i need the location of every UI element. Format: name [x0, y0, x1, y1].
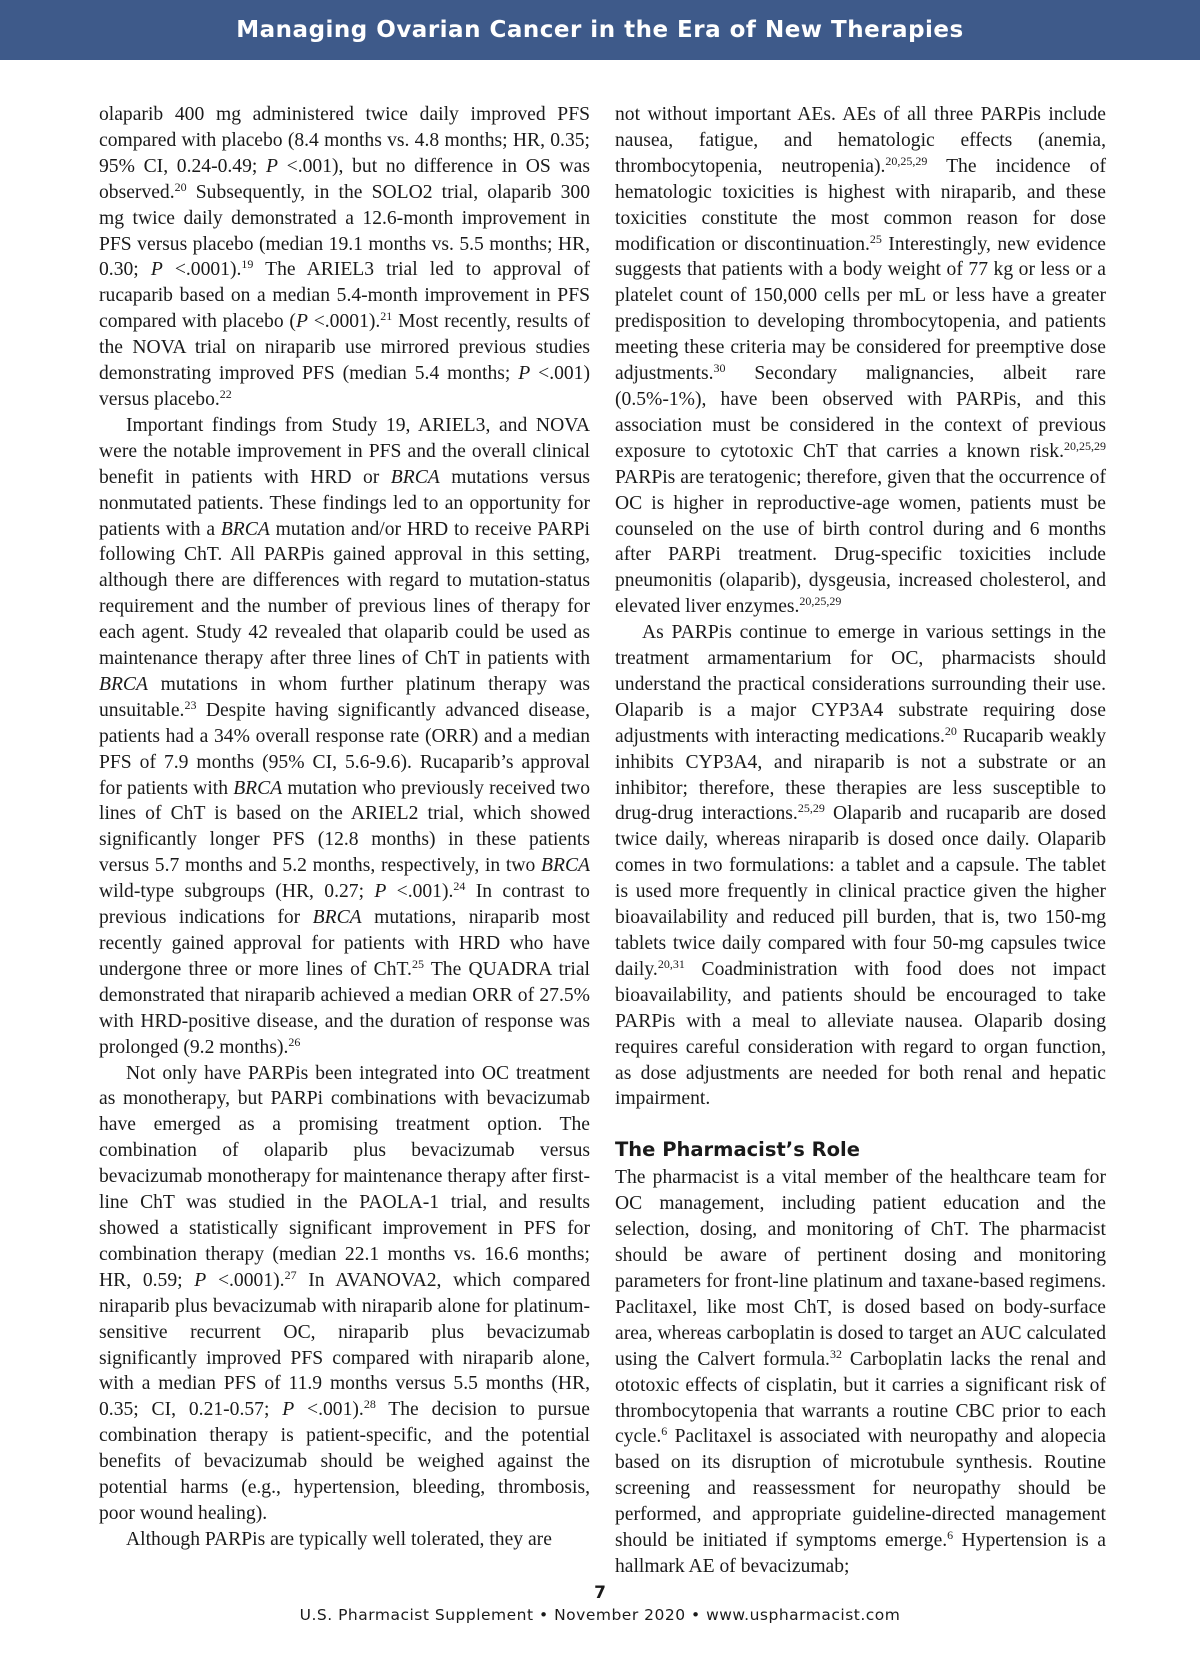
citation-reference: 25: [411, 956, 424, 971]
paragraph: Not only have PARPis been integrated into OC treatment as monotherapy, but PARPi combinations with bevacizumab have emerged as a promising treatment option. The combination of olaparib plus bevacizumab versus bevacizumab monotherapy for maintenance therapy after first-line ChT was studied in the PAOLA-1 trial, and results showed a statistically significant improvement in PFS for combination therapy (median 22.1 months vs. 16.6 months; HR, 0.59; P <.0001).$^{27}$ In AVANOVA2, which compared niraparib plus bevacizumab with niraparib alone for platinum-sensitive recurrent OC, niraparib plus bevacizumab significantly improved PFS compared with niraparib alone, with a median PFS of 11.9 months versus 5.5 months (HR, 0.35; CI, 0.21-0.57; P <.001).$^{28}$ The decision to pursue combination therapy is patient-specific, and the potential benefits of bevacizumab should be weighed against the potential harms (e.g., hypertension, bleeding, thrombosis, poor wound healing).: [99, 1062, 590, 1524]
italic-term: BRCA: [541, 855, 590, 877]
italic-term: BRCA: [233, 777, 283, 799]
page-title: Managing Ovarian Cancer in the Era of New Therapies: [236, 17, 964, 43]
citation-reference: 28: [363, 1397, 376, 1412]
paragraph: olaparib 400 mg administered twice daily improved PFS compared with placebo (8.4 months vs. 4.8 months; HR, 0.35; 95% CI, 0.24-0.49; P <.001), but no difference in OS was observed.$^{20}$ Subsequently, in the SOLO2 trial, olaparib 300 mg twice daily demonstrated a 12.6-month improvement in PFS versus placebo (median 19.1 months vs. 5.5 months; HR, 0.30; P <.0001).$^{19}$ The ARIEL3 trial led to approval of rucaparib based on a median 5.4-month improvement in PFS compared with placebo (P <.0001).$^{21}$ Most recently, results of the NOVA trial on niraparib use mirrored previous studies demonstrating improved PFS (median 5.4 months; P <.001) versus placebo.$^{22}$: [99, 104, 591, 410]
citation-reference: 22: [219, 386, 232, 401]
footer-publication: U.S. Pharmacist Supplement • November 2020 • www.uspharmacist.com: [299, 1606, 901, 1624]
left-column: [99, 102, 590, 1553]
page-number: 7: [594, 1583, 606, 1603]
citation-reference: 20: [944, 723, 957, 738]
citation-reference: 32: [829, 1346, 842, 1361]
citation-reference: 24: [453, 879, 466, 894]
citation-reference: 20,25,29: [799, 594, 842, 609]
italic-term: P: [295, 311, 308, 333]
italic-term: P: [194, 1269, 207, 1291]
right-column: [615, 102, 1106, 1580]
italic-term: P: [150, 259, 163, 281]
citation-reference: 20: [174, 179, 187, 194]
section-heading: The Pharmacist’s Role: [615, 1138, 860, 1162]
citation-reference: 30: [713, 361, 726, 376]
citation-reference: 25: [869, 231, 882, 246]
paragraph: Although PARPis are typically well tolerated, they are: [126, 1528, 552, 1550]
citation-reference: 19: [241, 257, 254, 272]
citation-reference: 20,31: [657, 956, 685, 971]
citation-reference: 25,29: [797, 801, 825, 816]
italic-term: BRCA: [220, 518, 270, 540]
paragraph: The pharmacist is a vital member of the healthcare team for OC management, including patient education and the selection, dosing, and monitoring of ChT. The pharmacist should be aware of pertinent dosing and monitoring parameters for front-line platinum and taxane-based regimens. Paclitaxel, like most ChT, is dosed based on body-surface area, whereas carboplatin is dosed to target an AUC calculated using the Calvert formula.$^{32}$ Carboplatin lacks the renal and ototoxic effects of cisplatin, but it carries a significant risk of thrombocytopenia that warrants a routine CBC prior to each cycle.$^6$ Paclitaxel is associated with neuropathy and alopecia based on its disruption of microtubule synthesis. Routine screening and reassessment for neuropathy should be performed, and appropriate guideline-directed management should be initiated if symptoms emerge.$^6$ Hypertension is a hallmark AE of bevacizumab;: [615, 1167, 1106, 1577]
citation-reference: 6: [661, 1424, 668, 1439]
paragraph: not without important AEs. AEs of all three PARPis include nausea, fatigue, and hematologic effects (anemia, thrombocytopenia, neutropenia).$^{20,25,29}$ The incidence of hematologic toxicities is highest with niraparib, and these toxicities constitute the most common reason for dose modification or discontinuation.$^{25}$ Interestingly, new evidence suggests that patients with a body weight of 77 kg or less or a platelet count of 150,000 cells per mL or less have a greater predisposition to developing thrombocytopenia, and patients meeting these criteria may be considered for preemptive dose adjustments.$^{30}$ Secondary malignancies, albeit rare (0.5%-1%), have been observed with PARPis, and this association must be considered in the context of previous exposure to cytotoxic ChT that carries a known risk.$^{20,25,29}$ PARPis are teratogenic; therefore, given that the occurrence of OC is higher in reproductive-age women, patients must be counseled on the use of birth control during and 6 months after PARPi treatment. Drug-specific toxicities include pneumonitis (olaparib), dysgeusia, increased cholesterol, and elevated liver enzymes.$^{20,25,29}$: [615, 104, 1106, 618]
citation-reference: 26: [288, 1034, 301, 1049]
italic-term: BRCA: [312, 907, 362, 929]
italic-term: P: [374, 881, 387, 903]
italic-term: BRCA: [99, 673, 148, 695]
citation-reference: 20,25,29: [885, 153, 928, 168]
italic-term: P: [266, 155, 278, 177]
italic-term: P: [282, 1399, 295, 1421]
citation-reference: 21: [380, 309, 393, 324]
citation-reference: 6: [947, 1528, 954, 1543]
paragraph: Important findings from Study 19, ARIEL3, and NOVA were the notable improvement in PFS and the overall clinical benefit in patients with HRD or BRCA mutations versus nonmutated patients. These findings led to an opportunity for patients with a BRCA mutation and/or HRD to receive PARPi following ChT. All PARPis gained approval in this setting, although there are differences with regard to mutation-status requirement and the number of previous lines of therapy for each agent. Study 42 revealed that olaparib could be used as maintenance therapy after three lines of ChT in patients with BRCA mutations in whom further platinum therapy was unsuitable.$^{23}$ Despite having significantly advanced disease, patients had a 34% overall response rate (ORR) and a median PFS of 7.9 months (95% CI, 5.6-9.6). Rucaparib’s approval for patients with BRCA mutation who previously received two lines of ChT is based on the ARIEL2 trial, which showed significantly longer PFS (12.8 months) in these patients versus 5.7 months and 5.2 months, respectively, in two BRCA wild-type subgroups (HR, 0.27; P <.001).$^{24}$ In contrast to previous indications for BRCA mutations, niraparib most recently gained approval for patients with HRD who have undergone three or more lines of ChT.$^{25}$ The QUADRA trial demonstrated that niraparib achieved a median ORR of 27.5% with HRD-positive disease, and the duration of response was prolonged (9.2 months).$^{26}$: [99, 414, 591, 1058]
italic-term: BRCA: [390, 466, 440, 488]
paragraph: As PARPis continue to emerge in various settings in the treatment armamentarium for OC, pharmacists should understand the practical considerations surrounding their use. Olaparib is a major CYP3A4 substrate requiring dose adjustments with interacting medications.$^{20}$ Rucaparib weakly inhibits CYP3A4, and niraparib is not a substrate or an inhibitor; therefore, these therapies are less susceptible to drug-drug interactions.$^{25,29}$ Olaparib and rucaparib are dosed twice daily, whereas niraparib is dosed once daily. Olaparib comes in two formulations: a tablet and a capsule. The tablet is used more frequently in clinical practice given the higher bioavailability and reduced pill burden, that is, two 150-mg tablets twice daily compared with four 50-mg capsules twice daily.$^{20,31}$ Coadministration with food does not impact bioavailability, and patients should be encouraged to take PARPis with a meal to alleviate nausea. Olaparib dosing requires careful consideration with regard to organ function, as dose adjustments are needed for both renal and hepatic impairment.: [615, 622, 1106, 1110]
citation-reference: 27: [284, 1267, 297, 1282]
citation-reference: 20,25,29: [1064, 438, 1106, 453]
header-banner: [0, 0, 1200, 60]
italic-term: P: [518, 363, 531, 385]
citation-reference: 23: [184, 697, 197, 712]
